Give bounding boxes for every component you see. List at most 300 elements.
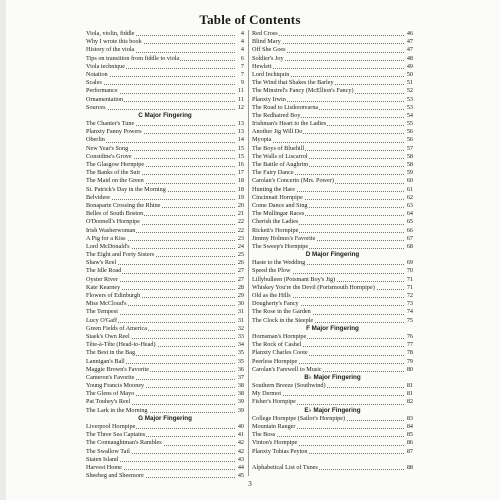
toc-entry-page: 17 [237,169,244,177]
toc-entry [86,96,244,104]
toc-entry-title: Viola technique [86,62,125,70]
toc-entry-title: Rickett's Hornpipe [252,226,299,234]
toc-entry-title: Southern Breeze (Southwind) [252,382,326,390]
toc-entry-page: 27 [237,275,244,283]
toc-entry-title: The Clock in the Steeple [252,316,314,324]
toc-entry [252,448,413,456]
toc-entry-title: Sources [86,103,106,111]
toc-entry-title: The Road to Lisdoonvarna [252,103,319,111]
toc-entry-page: 11 [238,95,244,103]
toc-entry-page: 33 [237,332,244,340]
toc-entry [252,333,413,341]
toc-entry-page: 35 [237,357,244,365]
toc-entry-title: Staten Island [86,455,119,463]
toc-entry [252,63,413,71]
toc-entry-page: 81 [406,382,413,390]
toc-entry-title: Blind Mary [252,38,281,46]
toc-entry [252,120,413,128]
toc-entry [252,349,413,357]
toc-entry [252,210,413,218]
dot-leader [86,84,235,85]
toc-entry-page: 24 [237,242,244,250]
toc-entry-page: 42 [237,447,244,455]
toc-entry [86,128,244,136]
toc-entry-page: 4 [240,38,244,46]
toc-entry [86,464,244,472]
toc-entry-page: 61 [406,185,413,193]
toc-entry [86,169,244,177]
toc-entry-page: 11 [238,87,244,95]
toc-entry [86,235,244,243]
toc-entry [252,292,413,300]
toc-entry-page: 53 [406,103,413,111]
toc-entry [252,145,413,153]
toc-entry-page: 31 [237,308,244,316]
toc-entry [252,317,413,325]
toc-entry [86,390,244,398]
toc-entry [252,161,413,169]
toc-entry [86,366,244,374]
toc-entry-title: Irishman's Heart to the Ladies [252,120,327,128]
toc-entry [86,104,244,112]
toc-entry [86,161,244,169]
toc-entry [252,112,413,120]
toc-entry-page: 22 [237,226,244,234]
toc-entry-page: 6 [240,54,244,62]
toc-entry [252,341,413,349]
toc-entry-title: The Banks of the Suir [86,169,141,177]
toc-entry-page: 64 [406,210,413,218]
toc-entry-page: 63 [406,201,413,209]
toc-entry-page: 81 [406,390,413,398]
toc-entry-page: 15 [237,152,244,160]
toc-entry-page: 51 [406,79,413,87]
toc-entry [252,390,413,398]
toc-entry [252,243,413,251]
toc-entry-page: 78 [406,349,413,357]
toc-entry [252,194,413,202]
toc-entry-title: Hewlett [252,62,272,70]
toc-entry-title: New Year's Song [86,144,129,152]
toc-entry-title: Considine's Grove [86,152,132,160]
toc-entry-title: Whiskey You're the Devil (Portsmouth Hornpipe) [252,283,375,291]
toc-entry-title: The Rock of Cashel [252,341,302,349]
toc-entry-title: The Swallow Tail [86,447,130,455]
toc-entry [86,284,244,292]
toc-entry-page: 19 [237,193,244,201]
toc-entry [86,358,244,366]
toc-entry [86,55,244,63]
toc-entry-page: 26 [237,259,244,267]
dot-leader [252,142,404,143]
toc-entry-page: 46 [406,30,413,37]
toc-entry-title: Fisher's Hornpipe [252,398,296,406]
toc-entry-title: Haste to the Wedding [252,259,306,267]
toc-entry-page: 25 [237,251,244,259]
toc-entry-page: 37 [237,373,244,381]
toc-entry-page: 36 [237,365,244,373]
toc-entry-title: Oberlin [86,136,105,144]
toc-entry-title: The Minstrel's Fancy (McEllion's Fancy) [252,87,354,95]
toc-entry [86,186,244,194]
toc-entry-title: The Redhaired Boy [252,111,301,119]
toc-entry-title: Maggie Brown's Favorite [86,365,149,373]
toc-entry-page: 39 [237,406,244,414]
toc-entry-page: 18 [237,177,244,185]
toc-entry-title: Vinton's Hornpipe [252,439,298,447]
toc-entry-title: Dougherty's Fancy [252,300,299,308]
toc-entry [86,431,244,439]
toc-entry-page: 52 [406,87,413,95]
toc-entry-title: The Maid on the Green [86,177,144,185]
toc-entry-page: 82 [406,398,413,406]
toc-entry-title: Lannigan's Ball [86,357,125,365]
toc-entry-title: Planxty Charles Coote [252,349,308,357]
toc-entry-page: 12 [237,103,244,111]
toc-entry [252,202,413,210]
toc-entry-page: 56 [406,128,413,136]
toc-entry [86,259,244,267]
toc-entry-title: Why I wrote this book [86,38,142,46]
toc-entry [252,218,413,226]
toc-entry-page: 71 [406,275,413,283]
toc-entry-page: 39 [237,398,244,406]
toc-entry-page: 35 [237,349,244,357]
toc-entry-title: O'Donnell's Hornpipe [86,218,140,226]
toc-entry-page: 32 [237,324,244,332]
toc-entry-title: The Idle Road [86,267,122,275]
section-heading: E♭ Major Fingering [304,406,361,414]
toc-entry [86,243,244,251]
toc-entry-page: 74 [406,308,413,316]
toc-entry [252,55,413,63]
toc-entry-page: 50 [406,70,413,78]
toc-entry-page: 45 [237,472,244,480]
toc-entry [252,38,413,46]
toc-entry [252,177,413,185]
toc-entry [252,366,413,374]
toc-entry [86,218,244,226]
toc-entry-page: 40 [237,423,244,430]
toc-entry-title: The Three Sea Captains [86,431,146,439]
toc-entry [252,104,413,112]
toc-entry-title: Mountain Ranger [252,423,296,430]
toc-entry-title: Miss McCloud's [86,300,127,308]
toc-entry-page: 88 [406,463,413,471]
toc-entry-title: The Tempest [86,308,118,316]
toc-entry-title: Green Fields of America [86,324,147,332]
toc-entry [252,136,413,144]
toc-entry-title: Tête-à-Tête (Head-to-Head) [86,341,156,349]
toc-entry [252,464,413,472]
toc-entry [86,276,244,284]
toc-entry-page: 4 [240,46,244,54]
toc-entry-title: Performance [86,87,118,95]
toc-entry [86,341,244,349]
toc-entry [252,308,413,316]
toc-entry-page: 62 [406,193,413,201]
toc-entry-title: The Sweep's Hornpipe [252,242,309,250]
toc-entry [86,38,244,46]
toc-entry-page: 71 [406,283,413,291]
toc-entry [252,431,413,439]
toc-entry-page: 85 [406,431,413,439]
toc-entry [252,276,413,284]
toc-entry-page: 58 [406,152,413,160]
toc-entry-title: The Wind that Shakes the Barley [252,79,334,87]
dot-leader [86,142,235,143]
toc-entry [86,374,244,382]
toc-entry-title: Cincinnati Hornpipe [252,193,303,201]
toc-entry-page: 13 [237,128,244,136]
toc-entry-page: 53 [406,95,413,103]
toc-entry [252,186,413,194]
section-heading: C Major Fingering [138,111,192,119]
toc-entry-title: The Glens of Mayo [86,390,135,398]
toc-entry-page: 13 [237,120,244,128]
toc-entry [86,202,244,210]
toc-entry [86,251,244,259]
toc-entry-title: Alphabetical List of Tunes [252,463,318,471]
toc-entry [86,300,244,308]
toc-entry [252,128,413,136]
toc-entry [252,300,413,308]
toc-entry-title: College Hornpipe (Sailor's Hornpipe) [252,414,346,422]
toc-entry-page: 43 [237,455,244,463]
toc-entry [86,30,244,38]
toc-entry-title: The Boss [252,431,276,439]
toc-entry-title: Belles of South Boston [86,210,144,218]
toc-entry [86,120,244,128]
toc-entry-page: 79 [406,357,413,365]
toc-entry-page: 22 [237,218,244,226]
toc-entry [86,317,244,325]
toc-entry [252,79,413,87]
toc-entry-title: History of the viola [86,46,135,54]
toc-entry-title: Planxty Tobias Peyton [252,447,308,455]
toc-entry [86,333,244,341]
toc-entry-title: Lord Inchiquin [252,70,290,78]
page-number: 3 [248,480,252,488]
toc-entry [252,423,413,431]
toc-entry [252,87,413,95]
toc-entry [86,398,244,406]
toc-entry-page: 47 [406,46,413,54]
toc-entry-page: 68 [406,242,413,250]
toc-entry-page: 66 [406,226,413,234]
toc-entry-title: Old as the Hills [252,292,291,299]
toc-entry [86,71,244,79]
toc-entry-page: 28 [237,283,244,291]
toc-entry [86,46,244,54]
toc-entry-title: The Fairy Dance [252,169,294,177]
toc-entry [86,448,244,456]
toc-entry-page: 87 [406,447,413,455]
toc-entry-title: Myopia [252,136,272,144]
toc-entry-page: 41 [237,431,244,439]
toc-entry-title: Peerless Hornpipe [252,357,298,365]
page-title: Table of Contents [199,12,301,27]
toc-entry-page: 20 [237,201,244,209]
toc-entry-title: The Lark in the Morning [86,406,148,414]
toc-entry [86,349,244,357]
toc-entry-page: 72 [406,292,413,299]
toc-entry-page: 15 [237,144,244,152]
toc-entry-title: The Boys of Bluehill [252,144,305,152]
toc-entry-page: 76 [406,332,413,340]
toc-entry [252,30,413,38]
toc-entry-page: 54 [406,111,413,119]
toc-entry-page: 67 [406,234,413,242]
toc-entry [86,87,244,95]
toc-entry-title: The Battle of Aughrim [252,161,309,168]
toc-entry-title: Notation [86,70,108,78]
toc-entry-page: 18 [237,185,244,193]
toc-entry-page: 65 [406,218,413,226]
toc-entry [252,153,413,161]
toc-entry [86,267,244,275]
dot-leader [86,109,235,110]
toc-entry [252,235,413,243]
toc-entry-page: 56 [406,136,413,144]
toc-entry-title: Cherish the Ladies [252,218,299,226]
toc-entry-title: The Connaughtman's Rambles [86,439,162,447]
toc-entry-title: Carolan's Farewell to Music [252,365,322,373]
dot-leader [252,68,404,69]
toc-entry-page: 29 [237,292,244,299]
toc-entry-title: Oyster River [86,275,118,283]
toc-column-right [252,30,413,472]
toc-entry-title: My Dermot [252,390,282,398]
toc-entry [86,153,244,161]
toc-entry-title: The Rose in the Garden [252,308,311,316]
toc-entry-title: Irish Washerwoman [86,226,136,234]
toc-entry-title: Staek's Own Reel [86,332,130,340]
toc-entry-page: 83 [406,414,413,422]
toc-entry-page: 75 [406,316,413,324]
toc-entry-title: Red Cross [252,30,278,37]
toc-entry [86,210,244,218]
toc-entry-title: Harvest Home [86,463,122,471]
toc-entry [252,46,413,54]
toc-entry-page: 9 [240,79,244,87]
toc-entry [252,398,413,406]
toc-entry [252,267,413,275]
section-heading: D Major Fingering [305,251,360,259]
toc-entry-title: The Best in the Bag [86,349,136,357]
toc-entry-title: Lord McDonald's [86,242,130,250]
toc-entry-title: Off She Goes [252,46,286,54]
toc-entry-title: Bonaparte Crossing the Rhine [86,201,161,209]
toc-entry-page: 38 [237,390,244,398]
toc-entry-title: Carolan's Concerto (Mrs. Power) [252,177,334,185]
toc-entry-page: 86 [406,439,413,447]
toc-entry-page: 7 [240,70,244,78]
toc-entry-page: 42 [237,439,244,447]
toc-entry-title: Planxty Fanny Powers [86,128,142,136]
toc-entry-page: 58 [406,161,413,168]
toc-entry [252,439,413,447]
toc-entry [86,194,244,202]
toc-entry-title: Soldier's Joy [252,54,284,62]
toc-entry-page: 57 [406,144,413,152]
toc-entry-title: Lillybulleen (Potsmant Boy's Jig) [252,275,336,283]
toc-entry-title: Cameron's Favorite [86,373,135,381]
toc-entry-page: 48 [406,54,413,62]
toc-entry-page: 59 [406,169,413,177]
toc-entry [86,407,244,415]
toc-entry-title: Tips on transition from fiddle to viola [86,54,180,62]
spacer [252,456,413,464]
toc-entry [252,96,413,104]
toc-entry-page: 49 [406,62,413,70]
toc-entry-page: 84 [406,423,413,430]
toc-entry-title: The Walls of Liscarrol [252,152,308,160]
toc-entry-page: 23 [237,234,244,242]
toc-entry-title: A Pig for a Kiss [86,234,126,242]
toc-entry-page: 60 [406,177,413,185]
toc-entry-page: 30 [237,300,244,308]
toc-entry [252,227,413,235]
toc-entry-page: 70 [406,267,413,275]
toc-entry [86,145,244,153]
toc-entry-title: Belvidere [86,193,111,201]
toc-entry-page: 47 [406,38,413,46]
section-heading: G Major Fingering [138,414,192,422]
toc-entry [86,308,244,316]
toc-entry [252,415,413,423]
column-divider [248,30,249,476]
toc-entry-page: 16 [237,161,244,168]
toc-entry-page: 7 [240,62,244,70]
toc-entry [86,423,244,431]
toc-entry-page: 27 [237,267,244,275]
toc-entry-title: Jimmy Holmes's Favorite [252,234,316,242]
toc-entry [252,71,413,79]
toc-entry [252,259,413,267]
toc-entry-title: Sheebeg and Sheemore [86,472,144,480]
toc-entry [86,325,244,333]
toc-entry [86,79,244,87]
toc-entry [86,456,244,464]
toc-entry [86,439,244,447]
toc-entry-page: 55 [406,120,413,128]
toc-entry-title: Pat Touhey's Reel [86,398,131,406]
toc-entry-page: 31 [237,316,244,324]
section-heading: F Major Fingering [306,324,359,332]
toc-entry [86,382,244,390]
toc-entry-title: The Chanter's Tune [86,120,135,128]
toc-entry-page: 14 [237,136,244,144]
toc-entry-title: Shaw's Reel [86,259,117,267]
toc-entry [252,284,413,292]
toc-entry-title: Ornamentation [86,95,124,103]
toc-entry-page: 80 [406,365,413,373]
toc-entry-page: 77 [406,341,413,349]
toc-column-left [86,30,244,480]
toc-entry-title: Scales [86,79,102,87]
toc-entry [86,177,244,185]
toc-entry-page: 73 [406,300,413,308]
toc-entry-title: The Mullingar Races [252,210,305,218]
toc-entry-title: Lucy O'Gaff [86,316,118,324]
toc-entry-title: Planxty Irwin [252,95,286,103]
toc-entry-title: Speed the Plow [252,267,291,275]
toc-entry-title: The Eight and Forty Sisters [86,251,155,259]
toc-entry-title: The Glasgow Hornpipe [86,161,145,168]
toc-entry [86,227,244,235]
toc-entry-title: Come Dance and Sing [252,201,308,209]
